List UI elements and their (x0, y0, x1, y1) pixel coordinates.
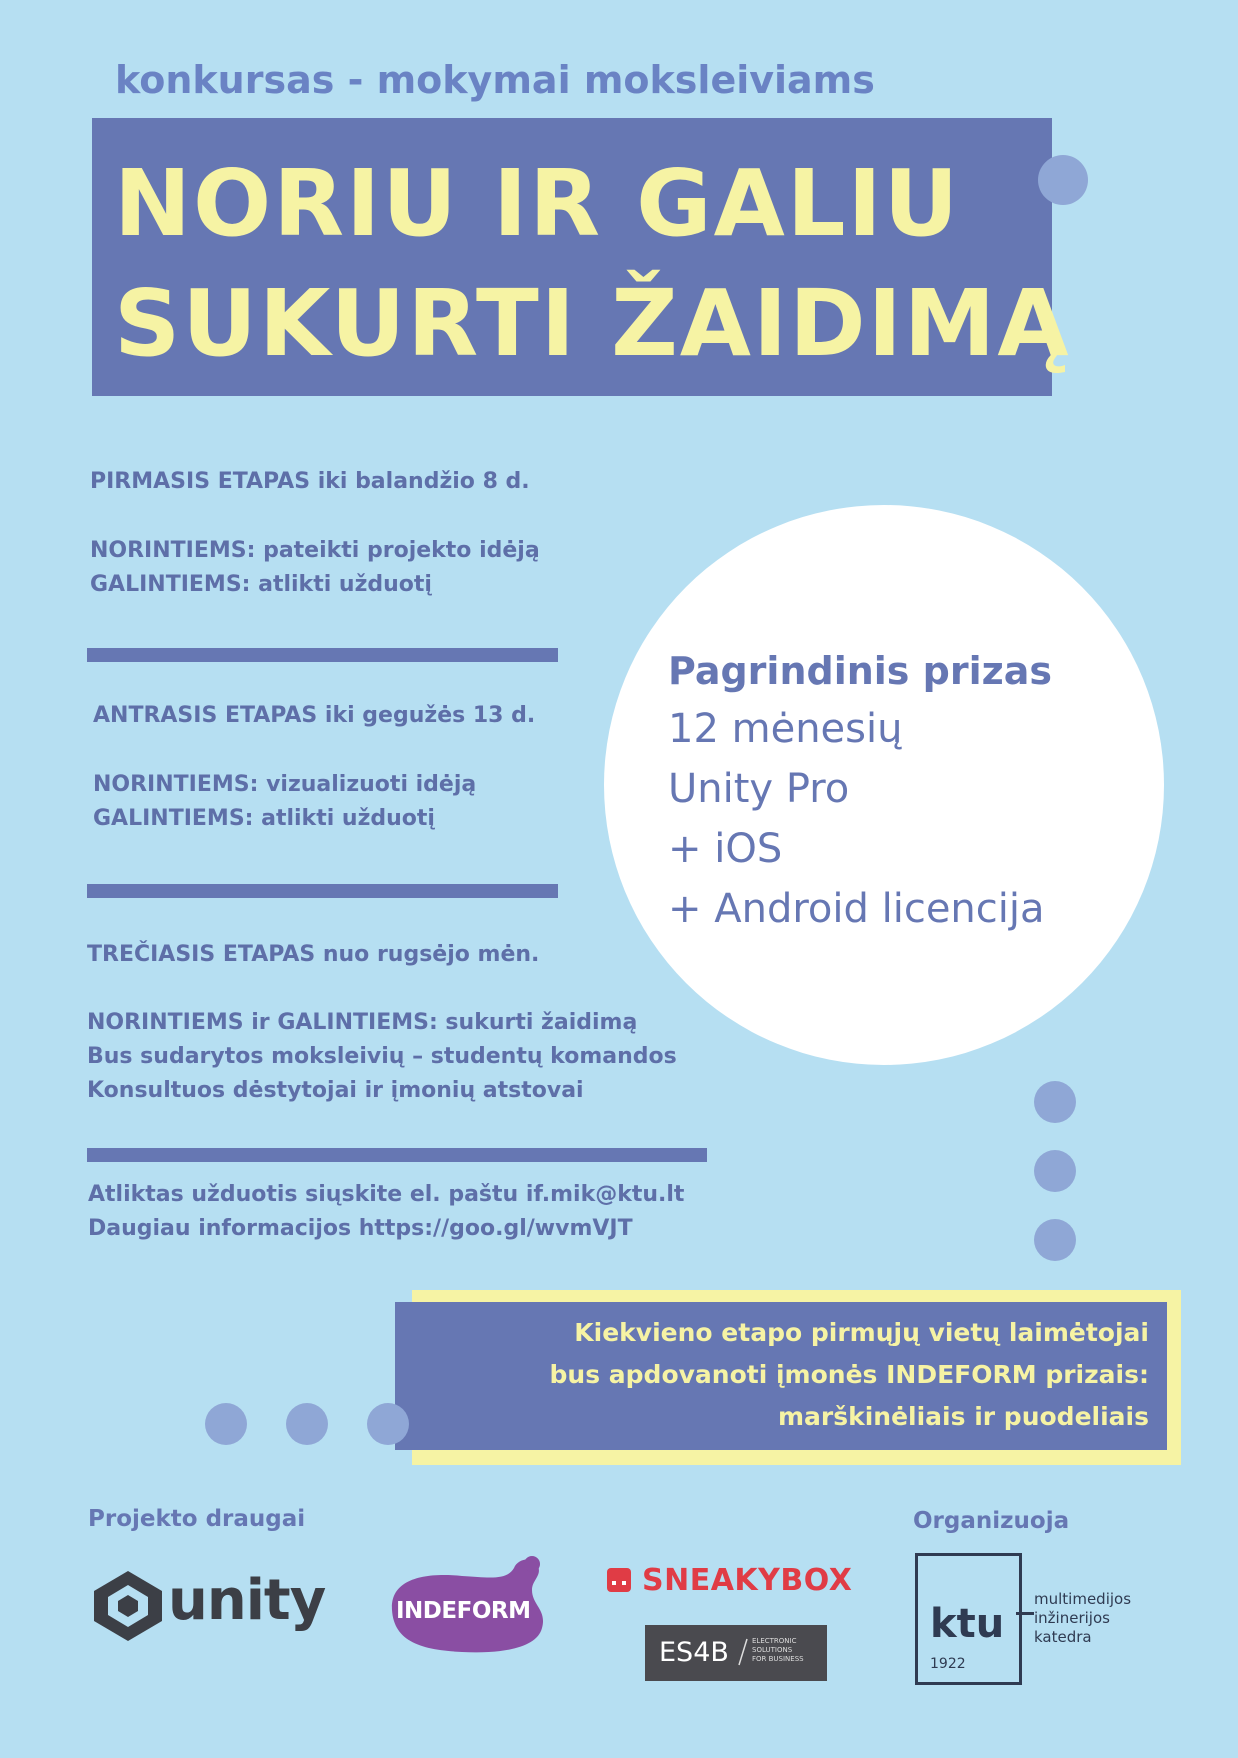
ktu-wordmark: ktu (930, 1601, 1005, 1647)
es4b-sub-line: ELECTRONIC (752, 1637, 797, 1645)
es4b-sub-line: SOLUTIONS (752, 1646, 793, 1654)
stage-1-line-2: GALINTIEMS: atlikti užduotį (90, 572, 432, 597)
stage-3-line-3: Konsultuos dėstytojai ir įmonių atstovai (87, 1078, 584, 1103)
es4b-subtitle (752, 1637, 804, 1664)
divider (87, 884, 558, 898)
title-box (92, 118, 1071, 396)
prize-line: 12 mėnesių (668, 706, 903, 752)
stage-3-line-2: Bus sudarytos moksleivių – studentų komandos (87, 1044, 677, 1069)
banner-line: bus apdovanoti įmonės INDEFORM prizais: (549, 1360, 1149, 1389)
unity-cube-icon (88, 1565, 168, 1645)
unity-wordmark: unity (168, 1568, 326, 1633)
ktu-dept-line: multimedijos (1034, 1590, 1132, 1608)
stage-2-heading: ANTRASIS ETAPAS iki gegužės 13 d. (93, 703, 536, 728)
divider (87, 648, 558, 662)
decorative-dot (1034, 1081, 1076, 1123)
title-line-2: SUKURTI ŽAIDIMĄ (114, 270, 1071, 377)
prize-text (668, 643, 1052, 939)
stage-3-line-1: NORINTIEMS ir GALINTIEMS: sukurti žaidimą (87, 1010, 638, 1035)
title-line-1: NORIU IR GALIU (114, 150, 961, 257)
es4b-sub-line: FOR BUSINESS (752, 1655, 804, 1663)
indeform-wordmark: INDEFORM (396, 1598, 531, 1624)
es4b-wordmark: ES4B (659, 1637, 729, 1668)
stage-1-heading: PIRMASIS ETAPAS iki balandžio 8 d. (90, 469, 530, 494)
friends-label: Projekto draugai (88, 1506, 306, 1532)
sneakybox-wordmark: SNEAKYBOX (642, 1563, 853, 1598)
stage-1-line-1: NORINTIEMS: pateikti projekto idėją (90, 538, 540, 563)
decorative-dot (1034, 1219, 1076, 1261)
banner (395, 1302, 1167, 1450)
slash-icon (737, 1637, 749, 1667)
subtitle: konkursas - mokymai moksleiviams (115, 58, 875, 102)
prize-title: Pagrindinis prizas (668, 649, 1052, 693)
decorative-dot (286, 1403, 328, 1445)
ktu-year: 1922 (930, 1656, 966, 1672)
decorative-dot (1034, 1150, 1076, 1192)
stage-3-heading: TREČIASIS ETAPAS nuo rugsėjo mėn. (87, 942, 540, 967)
sneakybox-box-icon (606, 1567, 632, 1593)
ktu-department (1034, 1590, 1131, 1647)
email-line: Atliktas užduotis siųskite el. paštu if.mik@ktu.lt (88, 1182, 685, 1207)
decorative-dot (205, 1403, 247, 1445)
indeform-logo (382, 1550, 552, 1660)
prize-line: + iOS (668, 826, 783, 872)
prize-line: + Android licencija (668, 886, 1045, 932)
ktu-logo (915, 1553, 1022, 1685)
ktu-dept-line: katedra (1034, 1628, 1092, 1646)
organizer-label: Organizuoja (913, 1508, 1070, 1534)
stage-2-line-1: NORINTIEMS: vizualizuoti idėją (93, 772, 477, 797)
sneakybox-logo (606, 1560, 853, 1600)
banner-line: marškinėliais ir puodeliais (777, 1402, 1149, 1431)
divider (87, 1148, 707, 1162)
unity-logo (88, 1565, 326, 1645)
decorative-dot (367, 1403, 409, 1445)
ktu-connector (1016, 1612, 1034, 1615)
info-line: Daugiau informacijos https://goo.gl/wvmVJT (88, 1216, 633, 1241)
ktu-dept-line: inžinerijos (1034, 1609, 1110, 1627)
prize-line: Unity Pro (668, 766, 850, 812)
banner-line: Kiekvieno etapo pirmųjų vietų laimėtojai (574, 1318, 1149, 1347)
banner-text (550, 1312, 1150, 1438)
stage-2-line-2: GALINTIEMS: atlikti užduotį (93, 806, 435, 831)
decorative-dot (1038, 155, 1088, 205)
es4b-logo (645, 1625, 827, 1681)
